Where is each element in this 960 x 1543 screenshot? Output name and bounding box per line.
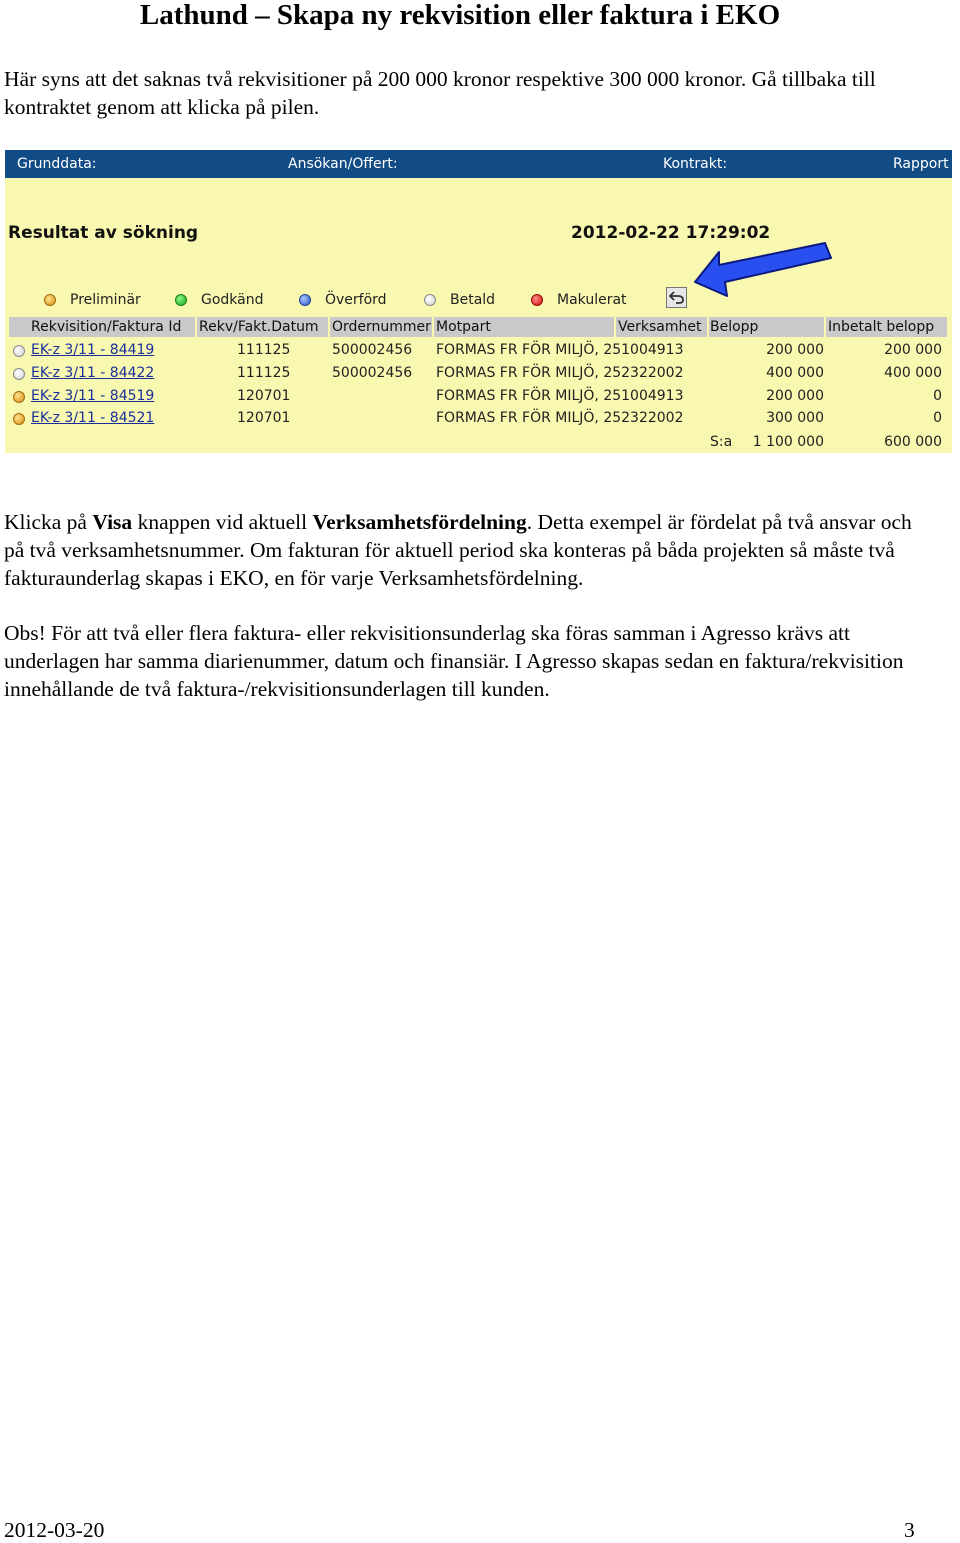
requisition-link[interactable]: EK-z 3/11 - 84519 [31, 387, 155, 404]
cell-amount: 300 000 [766, 410, 824, 427]
cell-amount: 200 000 [766, 342, 824, 358]
intro-paragraph: Här syns att det saknas två rekvisitioner på 200 000 kronor respektive 300 000 kronor. Gå tillbaka till kontraktet genom att klicka på pilen. [4, 67, 876, 119]
legend-label: Makulerat [557, 292, 627, 308]
status-dot-icon [424, 294, 436, 306]
nav-ansokan-offert[interactable]: Ansökan/Offert: [288, 156, 398, 172]
legend-item-makulerat [531, 292, 627, 308]
cell-party: FORMAS FR FÖR MILJÖ, 251004913 [436, 342, 684, 358]
status-legend [5, 290, 952, 312]
table-header [9, 317, 947, 337]
instruction-paragraph [4, 508, 934, 592]
requisition-link[interactable]: EK-z 3/11 - 84419 [31, 342, 155, 358]
col-header-motpart[interactable]: Motpart [436, 319, 491, 335]
cell-date: 120701 [237, 410, 291, 427]
status-dot-icon [13, 391, 25, 403]
col-header-inbetalt[interactable]: Inbetalt belopp [828, 319, 935, 335]
cell-date: 111125 [237, 342, 291, 358]
cell-order: 500002456 [332, 342, 413, 358]
top-nav-bar [5, 150, 952, 178]
cell-amount: 200 000 [766, 387, 824, 404]
cell-date: 120701 [237, 387, 291, 404]
col-header-verksamhet[interactable]: Verksamhet [618, 319, 702, 335]
note-paragraph: Obs! För att två eller flera faktura- eller rekvisitionsunderlag ska föras samman i Agresso krävs att underlagen har samma diarienummer, datum och finansiär. I Agresso skapas sedan en faktura/rekvisition innehållande de två faktura-/rekvisitionsunderlagen till kunden. [4, 621, 904, 701]
sum-row [5, 433, 952, 453]
status-dot-icon [531, 294, 543, 306]
nav-kontrakt[interactable]: Kontrakt: [663, 156, 728, 172]
text-run: knappen vid aktuell [132, 510, 313, 534]
legend-item-betald [424, 292, 495, 308]
status-dot-icon [44, 294, 56, 306]
legend-item-overford [299, 292, 387, 308]
cell-paid: 200 000 [884, 342, 942, 358]
result-table-body [5, 340, 952, 431]
col-header-id[interactable]: Rekvisition/Faktura Id [31, 319, 182, 335]
status-dot-icon [299, 294, 311, 306]
cell-paid: 400 000 [884, 364, 942, 381]
bold-visa: Visa [92, 510, 133, 534]
eko-screenshot [5, 150, 952, 453]
cell-date: 111125 [237, 364, 291, 381]
cell-amount: 400 000 [766, 364, 824, 381]
legend-item-preliminar [44, 292, 141, 308]
back-to-contract-button[interactable] [666, 287, 687, 308]
footer-date: 2012-03-20 [4, 1518, 105, 1542]
sum-label: S:a [710, 434, 733, 450]
legend-label: Överförd [325, 292, 387, 308]
status-dot-icon [13, 345, 25, 357]
sum-amount: 1 100 000 [752, 434, 824, 450]
requisition-link[interactable]: EK-z 3/11 - 84422 [31, 364, 155, 381]
table-row [5, 363, 952, 386]
table-row [5, 340, 952, 363]
nav-rapport[interactable]: Rapport [893, 156, 949, 172]
table-row [5, 408, 952, 431]
result-title: Resultat av sökning [8, 223, 199, 243]
document-title: Lathund – Skapa ny rekvisition eller faktura i EKO [139, 0, 781, 31]
cell-paid: 0 [933, 387, 942, 404]
cell-party: FORMAS FR FÖR MILJÖ, 251004913 [436, 387, 684, 404]
col-header-belopp[interactable]: Belopp [710, 319, 759, 335]
text-run: Klicka på [4, 510, 93, 534]
status-dot-icon [175, 294, 187, 306]
cell-order: 500002456 [332, 364, 413, 381]
result-timestamp: 2012-02-22 17:29:02 [571, 223, 771, 243]
col-header-datum[interactable]: Rekv/Fakt.Datum [199, 319, 319, 335]
undo-arrow-icon [669, 291, 684, 304]
col-header-ordernummer[interactable]: Ordernummer [332, 319, 431, 335]
nav-grunddata[interactable]: Grunddata: [17, 156, 97, 172]
cell-paid: 0 [933, 410, 942, 427]
table-row [5, 386, 952, 409]
sum-paid: 600 000 [884, 434, 942, 450]
legend-item-godkand [175, 292, 264, 308]
legend-label: Betald [450, 292, 496, 308]
cell-party: FORMAS FR FÖR MILJÖ, 252322002 [436, 364, 684, 381]
legend-label: Godkänd [201, 292, 264, 308]
bold-verksamhetsfordelning: Verksamhetsfördelning [312, 510, 527, 534]
page-number: 3 [904, 1518, 915, 1542]
status-dot-icon [13, 368, 25, 380]
legend-label: Preliminär [70, 292, 141, 308]
status-dot-icon [13, 413, 25, 425]
cell-party: FORMAS FR FÖR MILJÖ, 252322002 [436, 410, 684, 427]
text-run: . Detta exempel är fördelat på två ansvar och på två verksamhetsnummer. Om fakturan för aktuell period ska konteras på båda projekten så måste två fakturaunderlag skapas i EKO, en för varje Verksamhetsfördelning. [4, 510, 912, 590]
requisition-link[interactable]: EK-z 3/11 - 84521 [31, 410, 155, 427]
